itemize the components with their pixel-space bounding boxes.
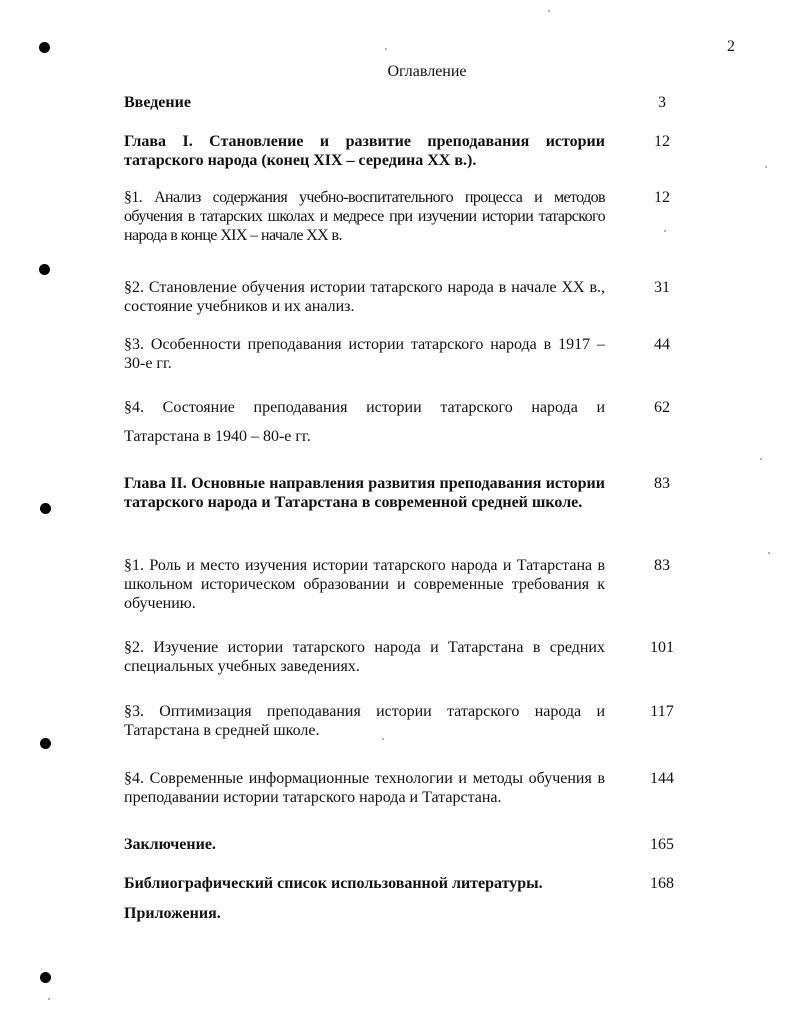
toc-page-ch1-sec3: 44 [654, 336, 670, 353]
toc-entry-ch1-sec2: §2. Становление обучения истории татарского народа в начале XX в., состояние учебников и их анализ. [124, 279, 605, 315]
toc-entry-ch2-sec3: §3. Оптимизация преподавания истории татарского народа и Татарстана в средней школе. [124, 703, 605, 739]
page-number: 2 [727, 38, 735, 55]
toc-entry-conclusion: Заключение. [124, 836, 216, 853]
toc-page-ch1-sec1: 12 [654, 189, 670, 206]
toc-page-conclusion: 165 [650, 836, 674, 853]
scan-speck [548, 10, 550, 12]
toc-entry-ch2-sec1: §1. Роль и место изучения истории татарского народа и Татарстана в школьном историческом образовании и современные требования к обучению. [124, 557, 605, 612]
toc-entry-ch1-sec4-cont: Татарстана в 1940 – 80-е гг. [124, 428, 311, 445]
toc-page-ch1-sec4: 62 [654, 399, 670, 416]
toc-entry-introduction: Введение [124, 94, 191, 111]
toc-entry-ch2-sec2: §2. Изучение истории татарского народа и Татарстана в средних специальных учебных заведениях. [124, 639, 605, 675]
scan-speck [765, 166, 767, 168]
toc-entry-ch2-sec4: §4. Современные информационные технологии и методы обучения в преподавании истории татарского народа и Татарстана. [124, 770, 605, 806]
scan-speck [768, 552, 770, 554]
toc-entry-bibliography: Библиографический список использованной литературы. [124, 875, 543, 892]
toc-page-ch2-sec1: 83 [654, 557, 670, 574]
toc-entry-appendices: Приложения. [124, 905, 221, 922]
binder-hole [39, 42, 50, 53]
toc-page-chapter-1: 12 [654, 133, 670, 150]
scan-speck [382, 738, 384, 740]
toc-entry-ch1-sec4: §4. Состояние преподавания истории татарского народа и [124, 399, 605, 416]
toc-page-ch2-sec3: 117 [650, 703, 674, 720]
page-title: Оглавление [387, 63, 467, 80]
binder-hole [40, 503, 51, 514]
scan-speck [385, 48, 387, 50]
toc-page-bibliography: 168 [650, 875, 674, 892]
scan-speck [664, 230, 666, 232]
scan-speck [760, 458, 762, 460]
toc-entry-ch1-sec1: §1. Анализ содержания учебно-воспитательного процесса и методов обучения в татарских школах и медресе при изучении истории татарского народа в конце XIX – начале XX в. [124, 189, 605, 244]
binder-hole [40, 972, 51, 983]
binder-hole [40, 738, 51, 749]
toc-page-ch2-sec2: 101 [650, 639, 674, 656]
toc-page-ch1-sec2: 31 [654, 279, 670, 296]
toc-entry-chapter-1: Глава I. Становление и развитие преподавания истории татарского народа (конец XIX – середина XX в.). [124, 133, 605, 169]
binder-hole [39, 264, 50, 275]
toc-page-ch2-sec4: 144 [650, 770, 674, 787]
toc-entry-chapter-2: Глава II. Основные направления развития преподавания истории татарского народа и Татарстана в современной средней школе. [124, 475, 605, 511]
toc-entry-ch1-sec3: §3. Особенности преподавания истории татарского народа в 1917 – 30-е гг. [124, 336, 605, 372]
toc-page-introduction: 3 [658, 94, 666, 111]
toc-page-chapter-2: 83 [654, 475, 670, 492]
scan-speck [48, 998, 50, 1000]
